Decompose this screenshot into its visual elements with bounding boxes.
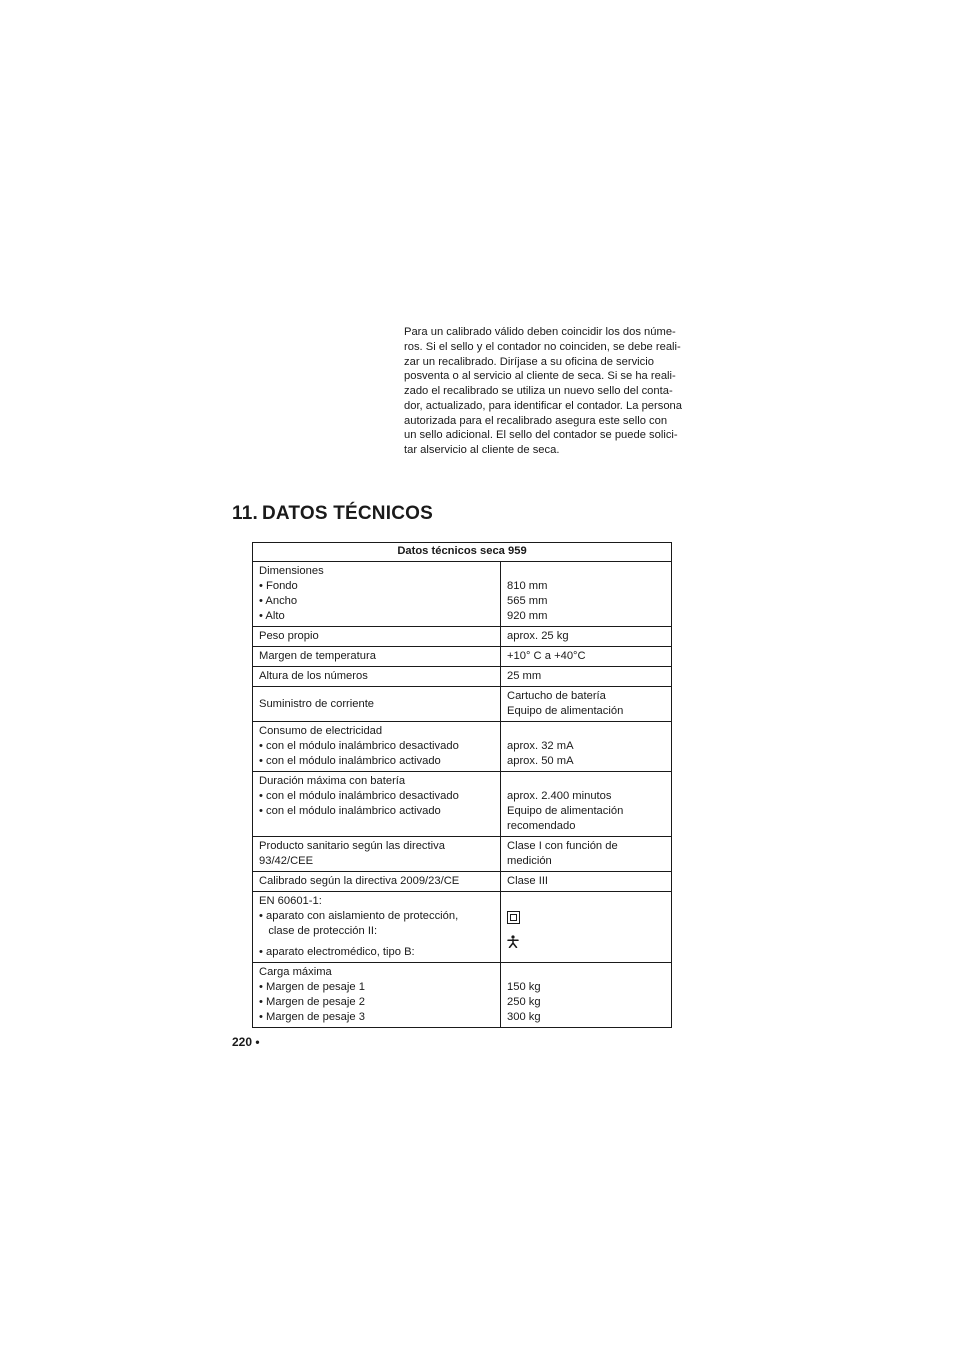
cell-line: • con el módulo inalámbrico activado <box>259 755 441 767</box>
table-row <box>253 892 672 963</box>
cell-line: Duración máxima con batería <box>259 775 406 787</box>
cell-line: EN 60601-1: <box>259 895 322 907</box>
cell-line <box>507 564 665 579</box>
row-label-en60601 <box>253 892 501 963</box>
row-value-consumption <box>501 722 672 772</box>
table-row <box>253 872 672 892</box>
type-b-body-icon <box>507 935 519 948</box>
row-label-max-load <box>253 963 501 1028</box>
cell-line: Producto sanitario según las directiva <box>259 840 445 852</box>
cell-line: Dimensiones <box>259 565 324 577</box>
cell-line <box>507 724 665 739</box>
table-row <box>253 963 672 1028</box>
row-value-medical-device <box>501 837 672 872</box>
table-header: Datos técnicos seca 959 <box>253 543 672 562</box>
row-label-medical-device <box>253 837 501 872</box>
intro-paragraph <box>404 325 694 458</box>
cell-line: Consumo de electricidad <box>259 725 383 737</box>
table-row <box>253 687 672 722</box>
table-row <box>253 837 672 872</box>
cell-line: clase de protección II: <box>259 925 378 937</box>
cell-line: • Ancho <box>259 595 298 607</box>
cell-line: Equipo de alimentación <box>507 705 624 717</box>
cell-line: aprox. 32 mA <box>507 740 574 752</box>
table-row <box>253 627 672 647</box>
cell-line: • Margen de pesaje 3 <box>259 1011 365 1023</box>
row-value-temperature: +10° C a +40°C <box>501 647 672 667</box>
intro-line: posventa o al servicio al cliente de seca. Si se ha reali- <box>404 370 676 383</box>
intro-line: autorizada para el recalibrado asegura este sello con <box>404 414 668 427</box>
row-label-digit-height: Altura de los números <box>253 667 501 687</box>
cell-line: • aparato electromédico, tipo B: <box>259 946 415 958</box>
cell-line <box>507 965 665 980</box>
row-label-temperature: Margen de temperatura <box>253 647 501 667</box>
page-number: 220 • <box>232 1035 260 1049</box>
cell-line: • Margen de pesaje 2 <box>259 996 365 1008</box>
intro-line: zar un recalibrado. Diríjase a su oficina de servicio <box>404 355 654 368</box>
cell-line: • Alto <box>259 610 285 622</box>
class-ii-double-square-icon <box>507 911 520 924</box>
cell-line: medición <box>507 855 552 867</box>
cell-line: • aparato con aislamiento de protección, <box>259 910 459 922</box>
cell-line: 250 kg <box>507 996 541 1008</box>
cell-line: Equipo de alimentación <box>507 805 624 817</box>
row-value-digit-height: 25 mm <box>501 667 672 687</box>
row-label-dimensions <box>253 562 501 627</box>
intro-line: Para un calibrado válido deben coincidir los dos núme- <box>404 326 676 338</box>
table-header-row <box>253 543 672 562</box>
row-value-en60601 <box>501 892 672 963</box>
cell-line: 93/42/CEE <box>259 855 314 867</box>
cell-line: • Fondo <box>259 580 298 592</box>
row-value-calibration: Clase III <box>501 872 672 892</box>
cell-line: Clase I con función de <box>507 840 618 852</box>
cell-line: • con el módulo inalámbrico activado <box>259 805 441 817</box>
intro-line: ros. Si el sello y el contador no coinciden, se debe reali- <box>404 340 681 353</box>
row-label-calibration: Calibrado según la directiva 2009/23/CE <box>253 872 501 892</box>
cell-line: • Margen de pesaje 1 <box>259 981 365 993</box>
cell-line: • con el módulo inalámbrico desactivado <box>259 740 459 752</box>
row-label-weight: Peso propio <box>253 627 501 647</box>
intro-line: un sello adicional. El sello del contador se puede solici- <box>404 429 678 442</box>
cell-line: Cartucho de batería <box>507 690 606 702</box>
intro-line: zado el recalibrado se utiliza un nuevo sello del conta- <box>404 385 673 397</box>
cell-line: • con el módulo inalámbrico desactivado <box>259 790 459 802</box>
cell-line: 300 kg <box>507 1011 541 1023</box>
section-title: DATOS TÉCNICOS <box>261 503 433 524</box>
cell-line: recomendado <box>507 820 576 832</box>
cell-line: 920 mm <box>507 610 548 622</box>
table-row <box>253 722 672 772</box>
technical-data-table <box>252 542 672 1028</box>
row-label-consumption <box>253 722 501 772</box>
table-row <box>253 772 672 837</box>
cell-line <box>507 774 665 789</box>
cell-line: aprox. 2.400 minutos <box>507 790 612 802</box>
table-row <box>253 647 672 667</box>
cell-line: Carga máxima <box>259 966 332 978</box>
table-row <box>253 562 672 627</box>
intro-line: dor, actualizado, para identificar el contador. La persona <box>404 399 683 412</box>
row-value-dimensions <box>501 562 672 627</box>
row-value-battery-duration <box>501 772 672 837</box>
cell-line: 810 mm <box>507 580 548 592</box>
intro-line: tar alservicio al cliente de seca. <box>404 444 560 456</box>
table-row <box>253 667 672 687</box>
row-label-battery-duration <box>253 772 501 837</box>
section-number: 11. <box>232 503 258 524</box>
row-value-weight: aprox. 25 kg <box>501 627 672 647</box>
row-value-max-load <box>501 963 672 1028</box>
row-value-power-supply <box>501 687 672 722</box>
row-label-power-supply: Suministro de corriente <box>253 687 501 722</box>
cell-line: aprox. 50 mA <box>507 755 574 767</box>
section-heading <box>232 503 433 525</box>
cell-line: 565 mm <box>507 595 548 607</box>
cell-line: 150 kg <box>507 981 541 993</box>
